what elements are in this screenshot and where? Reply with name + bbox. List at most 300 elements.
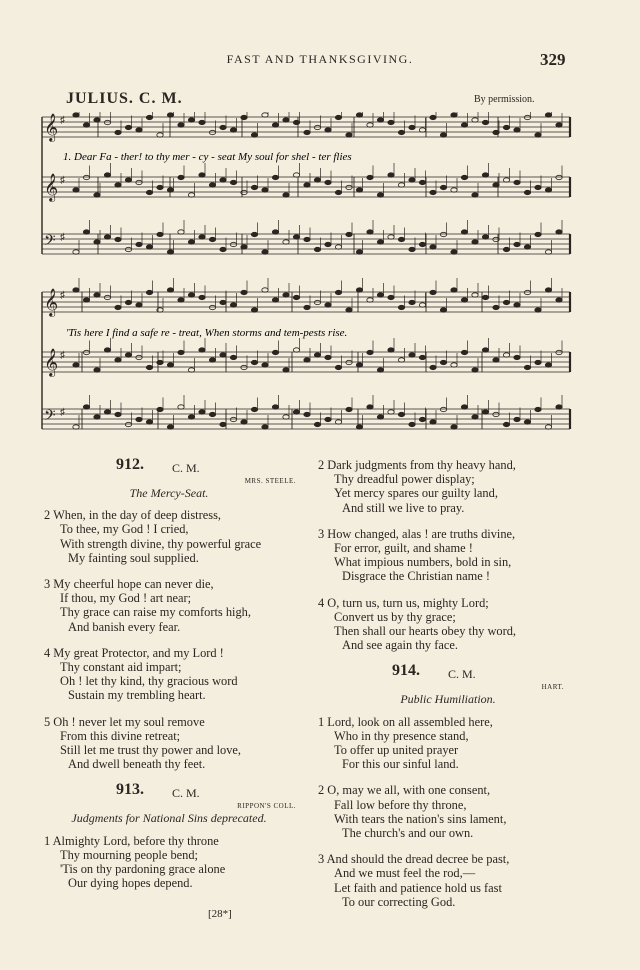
note-head (472, 240, 478, 244)
note-head (157, 185, 163, 189)
music-score (36, 112, 576, 444)
note-head (503, 422, 509, 426)
note-head (115, 358, 121, 362)
note-head (409, 178, 415, 182)
treble-clef-icon: 𝄞 (44, 290, 59, 316)
note-head (377, 415, 383, 419)
note-head (157, 232, 163, 236)
note-head (356, 425, 362, 429)
note-head (220, 353, 226, 357)
note-head (388, 120, 394, 124)
note-head (251, 360, 257, 364)
note-head (283, 118, 289, 122)
note-head (241, 365, 247, 369)
note-head (367, 175, 373, 179)
note-head (451, 113, 457, 117)
note-head (230, 417, 236, 421)
verse-line: 'Tis on thy pardoning grace alone (60, 862, 226, 877)
note-head (94, 293, 100, 297)
note-head (304, 183, 310, 187)
note-head (556, 298, 562, 302)
note-head (125, 125, 131, 129)
note-head (398, 237, 404, 241)
verse-line: Thy constant aid impart; (60, 660, 182, 675)
stanza (318, 596, 578, 653)
note-head (524, 420, 530, 424)
note-head (209, 130, 215, 134)
hymn-subtitle: Judgments for National Sins deprecated. (71, 811, 267, 826)
verse-line: And banish every fear. (68, 619, 181, 634)
note-head (377, 118, 383, 122)
note-head (209, 412, 215, 416)
note-head (398, 358, 404, 362)
note-head (367, 350, 373, 354)
note-head (104, 120, 110, 124)
note-head (230, 242, 236, 246)
verse-line: Yet mercy spares our guilty land, (334, 486, 498, 501)
note-head (377, 193, 383, 197)
note-head (335, 420, 341, 424)
note-head (398, 183, 404, 187)
stanza-list (318, 715, 578, 909)
note-head (346, 407, 352, 411)
note-head (262, 288, 268, 292)
bass-clef-icon: 𝄢 (44, 407, 56, 427)
note-head (73, 288, 79, 292)
verse-line: 5 Oh ! never let my soul remove (44, 714, 205, 729)
note-head (188, 240, 194, 244)
note-head (241, 420, 247, 424)
note-head (220, 422, 226, 426)
note-head (430, 245, 436, 249)
note-head (377, 293, 383, 297)
note-head (293, 410, 299, 414)
note-head (545, 363, 551, 367)
note-head (472, 118, 478, 122)
note-head (325, 180, 331, 184)
note-head (325, 242, 331, 246)
stanza (318, 458, 578, 515)
note-head (178, 350, 184, 354)
note-head (73, 250, 79, 254)
note-head (503, 247, 509, 251)
note-head (220, 178, 226, 182)
note-head (482, 120, 488, 124)
note-head (94, 368, 100, 372)
note-head (157, 407, 163, 411)
note-head (514, 417, 520, 421)
hymn-number: 914. (392, 662, 420, 680)
note-head (304, 412, 310, 416)
note-head (167, 250, 173, 254)
note-head (440, 232, 446, 236)
note-head (314, 353, 320, 357)
note-head (493, 358, 499, 362)
note-head (314, 422, 320, 426)
note-head (524, 290, 530, 294)
note-head (146, 190, 152, 194)
note-head (419, 128, 425, 132)
note-head (293, 120, 299, 124)
note-head (188, 415, 194, 419)
verse-line: My fainting soul supplied. (68, 550, 199, 565)
note-head (314, 125, 320, 129)
hymn-subtitle: The Mercy-Seat. (129, 486, 209, 500)
verse-line: If thou, my God ! art near; (60, 591, 192, 606)
note-head (104, 295, 110, 299)
verse-line: Thy grace can raise my comforts high, (60, 605, 251, 620)
tune-title: JULIUS. C. M. (66, 90, 183, 107)
note-head (346, 133, 352, 137)
note-head (220, 125, 226, 129)
note-head (503, 178, 509, 182)
note-head (272, 175, 278, 179)
hymn-914 (318, 664, 578, 909)
note-head (440, 308, 446, 312)
note-head (251, 407, 257, 411)
note-head (167, 188, 173, 192)
note-head (356, 113, 362, 117)
note-head (451, 363, 457, 367)
note-head (272, 298, 278, 302)
note-head (503, 300, 509, 304)
note-head (545, 113, 551, 117)
hymn-number: 912. (116, 456, 144, 473)
note-head (220, 247, 226, 251)
note-head (451, 425, 457, 429)
note-head (535, 308, 541, 312)
note-head (545, 288, 551, 292)
note-head (146, 420, 152, 424)
note-head (220, 300, 226, 304)
running-head: FAST AND THANKSGIVING. (226, 52, 414, 66)
note-head (430, 420, 436, 424)
note-head (272, 350, 278, 354)
verse-line: Our dying hopes depend. (68, 876, 193, 891)
stanza (318, 783, 578, 840)
verse-line: Still let me trust thy power and love, (60, 743, 242, 758)
note-head (199, 235, 205, 239)
sharp-icon: ♯ (60, 290, 65, 301)
note-head (104, 235, 110, 239)
note-head (136, 180, 142, 184)
note-head (178, 175, 184, 179)
note-head (545, 250, 551, 254)
note-head (440, 407, 446, 411)
sharp-icon: ♯ (60, 232, 65, 243)
note-head (535, 360, 541, 364)
note-head (146, 365, 152, 369)
tune-credit: By permission. (474, 94, 535, 105)
note-head (104, 410, 110, 414)
note-head (388, 410, 394, 414)
note-head (388, 348, 394, 352)
music-system-1 (42, 112, 570, 254)
note-head (419, 303, 425, 307)
verse-line: 1 Lord, look on all assembled here, (318, 714, 493, 729)
note-head (346, 185, 352, 189)
signature-mark: [28*] (208, 908, 232, 920)
note-head (83, 175, 89, 179)
note-head (178, 405, 184, 409)
bass-clef-icon: 𝄢 (44, 232, 56, 252)
verse-line: To our correcting God. (342, 894, 456, 909)
verse-line: Sustain my trembling heart. (68, 688, 206, 703)
verse-line: 1 Almighty Lord, before thy throne (44, 833, 219, 848)
note-head (188, 118, 194, 122)
hymn-subtitle: Public Humiliation. (400, 692, 496, 707)
note-head (125, 422, 131, 426)
note-head (209, 183, 215, 187)
note-head (356, 250, 362, 254)
note-head (356, 363, 362, 367)
stanza (44, 715, 294, 772)
verse-line: Oh ! let thy kind, thy gracious word (60, 674, 238, 689)
note-head (283, 368, 289, 372)
note-head (514, 355, 520, 359)
left-column (44, 458, 294, 902)
note-head (314, 247, 320, 251)
verse-line: 3 And should the dread decree be past, (318, 852, 510, 867)
note-head (314, 300, 320, 304)
note-head (304, 130, 310, 134)
note-head (556, 350, 562, 354)
note-head (251, 232, 257, 236)
note-head (94, 193, 100, 197)
hymn-author: RIPPON'S COLL. (237, 802, 296, 811)
note-head (556, 230, 562, 234)
note-head (419, 242, 425, 246)
note-head (367, 298, 373, 302)
note-head (388, 295, 394, 299)
verse-line: Fall low before thy throne, (334, 797, 467, 812)
note-head (419, 417, 425, 421)
note-head (251, 185, 257, 189)
verse-line: For this our sinful land. (342, 757, 459, 772)
note-head (157, 133, 163, 137)
note-head (409, 125, 415, 129)
note-head (293, 348, 299, 352)
note-head (335, 190, 341, 194)
note-head (188, 293, 194, 297)
verse-line: To thee, my God ! I cried, (60, 522, 189, 537)
note-head (73, 363, 79, 367)
note-head (83, 230, 89, 234)
note-head (199, 295, 205, 299)
note-head (125, 300, 131, 304)
verse-line: For error, guilt, and shame ! (334, 541, 473, 556)
note-head (472, 368, 478, 372)
note-head (146, 245, 152, 249)
note-head (283, 240, 289, 244)
note-head (535, 407, 541, 411)
verse-line: From this divine retreat; (60, 728, 181, 743)
lyric-line-1: 1. Dear Fa - ther! to thy mer - cy - seat My soul for shel - ter flies (63, 151, 352, 163)
note-head (262, 250, 268, 254)
note-head (136, 128, 142, 132)
right-column (318, 458, 578, 921)
note-head (136, 355, 142, 359)
note-head (199, 173, 205, 177)
note-head (73, 425, 79, 429)
sharp-icon: ♯ (60, 407, 65, 418)
note-head (514, 128, 520, 132)
note-head (178, 230, 184, 234)
note-head (125, 247, 131, 251)
hymn-author: MRS. STEELE. (244, 477, 296, 485)
music-system-2 (42, 278, 570, 429)
note-head (272, 405, 278, 409)
note-head (377, 368, 383, 372)
note-head (556, 175, 562, 179)
note-head (230, 303, 236, 307)
note-head (104, 348, 110, 352)
note-head (167, 113, 173, 117)
hymn-number: 913. (116, 781, 144, 799)
note-head (335, 290, 341, 294)
verse-line: With tears the nation's sins lament, (334, 811, 507, 826)
note-head (335, 115, 341, 119)
note-head (325, 417, 331, 421)
sharp-icon: ♯ (60, 115, 65, 126)
note-head (346, 232, 352, 236)
treble-clef-icon: 𝄞 (44, 115, 59, 141)
stanza (44, 577, 294, 634)
note-head (514, 180, 520, 184)
note-head (493, 130, 499, 134)
note-head (104, 173, 110, 177)
note-head (367, 230, 373, 234)
note-head (230, 128, 236, 132)
note-head (451, 250, 457, 254)
note-head (272, 230, 278, 234)
note-head (73, 113, 79, 117)
note-head (388, 235, 394, 239)
note-head (472, 415, 478, 419)
note-head (230, 180, 236, 184)
note-head (293, 295, 299, 299)
verse-line: And we must feel the rod,— (334, 866, 476, 881)
note-head (251, 308, 257, 312)
stanza-list (44, 834, 294, 891)
note-head (430, 365, 436, 369)
note-head (146, 290, 152, 294)
note-head (188, 368, 194, 372)
verse-line: 2 Dark judgments from thy heavy hand, (318, 458, 516, 472)
verse-line: The church's and our own. (342, 826, 474, 841)
note-head (272, 123, 278, 127)
note-head (115, 412, 121, 416)
note-head (556, 123, 562, 127)
hymn-meter: C. M. (172, 461, 200, 475)
note-head (136, 417, 142, 421)
note-head (440, 133, 446, 137)
note-head (188, 193, 194, 197)
stanza (44, 508, 294, 565)
note-head (157, 360, 163, 364)
note-head (83, 123, 89, 127)
note-head (398, 130, 404, 134)
verse-line: And dwell beneath thy feet. (68, 757, 206, 772)
lyric-line-2: 'Tis here I find a safe re - treat, When storms and tem-pests rise. (66, 327, 348, 339)
note-head (251, 133, 257, 137)
note-head (115, 130, 121, 134)
verse-line: Who in thy presence stand, (334, 728, 469, 743)
note-head (115, 237, 121, 241)
note-head (94, 415, 100, 419)
note-head (241, 115, 247, 119)
note-head (556, 405, 562, 409)
note-head (524, 115, 530, 119)
note-head (482, 173, 488, 177)
note-head (325, 128, 331, 132)
note-head (314, 178, 320, 182)
note-head (356, 288, 362, 292)
note-head (262, 425, 268, 429)
sharp-icon: ♯ (60, 175, 65, 186)
note-head (482, 235, 488, 239)
note-head (209, 237, 215, 241)
note-head (398, 305, 404, 309)
page-number: 329 (540, 50, 566, 69)
note-head (377, 240, 383, 244)
note-head (262, 188, 268, 192)
note-head (419, 355, 425, 359)
note-head (199, 120, 205, 124)
note-head (167, 425, 173, 429)
verse-line: With strength divine, thy powerful grace (60, 536, 262, 551)
stanza (318, 852, 578, 909)
note-head (335, 245, 341, 249)
note-head (83, 405, 89, 409)
note-head (209, 305, 215, 309)
verse-line: Convert us by thy grace; (334, 609, 456, 624)
note-head (346, 308, 352, 312)
note-head (94, 118, 100, 122)
note-head (524, 190, 530, 194)
note-head (283, 293, 289, 297)
note-head (178, 298, 184, 302)
verse-line: Let faith and patience hold us fast (334, 880, 502, 895)
note-head (293, 173, 299, 177)
note-head (241, 245, 247, 249)
verse-line: And see again thy face. (342, 638, 458, 653)
note-head (482, 295, 488, 299)
verse-line: To offer up united prayer (334, 743, 459, 758)
verse-line: 3 How changed, alas ! are truths divine, (318, 526, 516, 541)
stanza-list (318, 458, 578, 652)
note-head (94, 240, 100, 244)
note-head (472, 293, 478, 297)
note-head (73, 188, 79, 192)
note-head (115, 305, 121, 309)
note-head (304, 358, 310, 362)
verse-line: Thy mourning people bend; (60, 847, 198, 862)
note-head (367, 405, 373, 409)
note-head (136, 242, 142, 246)
verse-line: 3 My cheerful hope can never die, (44, 577, 214, 592)
note-head (167, 363, 173, 367)
note-head (493, 412, 499, 416)
hymn-913 (44, 783, 294, 890)
note-head (409, 422, 415, 426)
note-head (535, 133, 541, 137)
note-head (461, 230, 467, 234)
note-head (503, 125, 509, 129)
note-head (388, 173, 394, 177)
note-head (514, 303, 520, 307)
note-head (125, 353, 131, 357)
